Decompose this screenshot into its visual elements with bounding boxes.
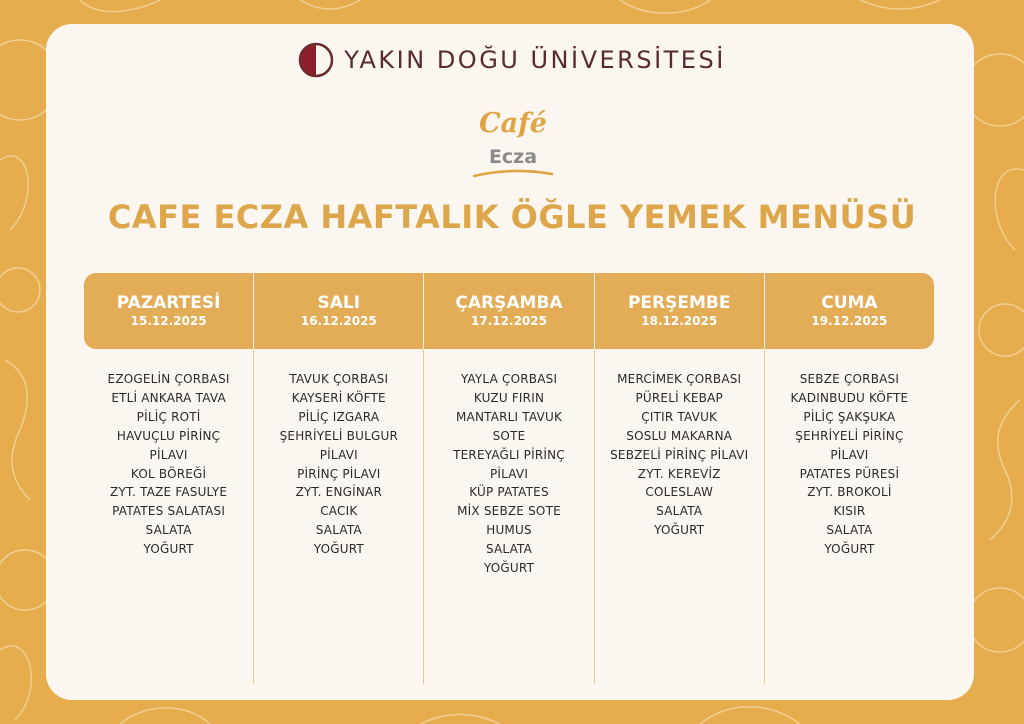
menu-item: YOĞURT [824,542,875,557]
menu-item: ZYT. ENGİNAR [295,485,382,500]
menu-item: PİLAVI [149,447,188,462]
menu-item: YAYLA ÇORBASI [460,372,558,386]
day-date: 18.12.2025 [641,314,718,328]
menu-item: KÜP PATATES [469,485,549,500]
menu-item: HAVUÇLU PİRİNÇ [116,428,221,443]
day-date: 15.12.2025 [130,314,207,328]
menu-item: KOL BÖREĞİ [130,466,207,481]
menu-column-friday [765,349,934,684]
menu-item: PİLİÇ IZGARA [298,409,380,424]
menu-item: KISIR [833,504,866,519]
day-header-wednesday [424,273,594,349]
menu-item: ÇITIR TAVUK [641,409,718,424]
menu-item: CACIK [320,504,358,519]
menu-item: ŞEHRİYELİ PİRİNÇ [795,428,904,443]
menu-item: EZOGELİN ÇORBASI [107,372,230,386]
menu-item: ETLİ ANKARA TAVA [111,390,226,405]
day-header-monday [84,273,254,349]
menu-item: PİLAVI [319,447,358,462]
menu-item: SALATA [145,523,192,538]
menu-item: SEBZE ÇORBASI [799,372,900,386]
menu-item: SALATA [485,542,533,557]
menu-column-monday [84,349,254,684]
menu-item: PİLİÇ ŞAKŞUKA [803,409,896,424]
swoosh-icon [472,166,554,180]
menu-item: MERCİMEK ÇORBASI [617,372,742,386]
day-date: 19.12.2025 [811,314,888,328]
menu-item: SOTE [492,428,526,443]
university-name: YAKIN DOĞU ÜNİVERSİTESİ [344,46,726,74]
menu-item: HUMUS [486,523,532,538]
menu-item: PİRİNÇ PİLAVI [297,466,381,481]
menu-item: PİLAVI [489,466,529,481]
day-name: PAZARTESİ [116,293,221,313]
menu-column-wednesday [424,349,594,684]
menu-item: ZYT. TAZE FASULYE [110,485,228,500]
menu-item: KUZU FIRIN [473,390,545,405]
menu-column-thursday [595,349,765,684]
menu-item: PATATES PÜRESİ [799,466,900,481]
day-name: ÇARŞAMBA [455,293,563,313]
day-date: 16.12.2025 [300,314,377,328]
menu-item: ŞEHRİYELİ BULGUR [279,428,398,443]
university-logo-icon [298,42,334,78]
menu-item: ZYT. BROKOLİ [807,485,892,500]
university-header [0,42,1024,78]
menu-item: YOĞURT [313,542,364,557]
day-name: CUMA [821,293,878,313]
menu-item: SALATA [315,523,362,538]
cafe-logo-text: Café [479,108,547,139]
ecza-logo-text: Ecza [488,146,538,168]
menu-item: KAYSERİ KÖFTE [291,390,386,405]
menu-columns [84,349,934,684]
menu-item: PİLAVI [830,447,869,462]
menu-item: ZYT. KEREVİZ [637,466,721,481]
menu-item: KADINBUDU KÖFTE [790,390,909,405]
menu-item: COLESLAW [645,485,714,500]
menu-item: SALATA [656,504,703,519]
menu-item: PATATES SALATASI [112,504,226,519]
day-name: PERŞEMBE [627,293,731,313]
menu-item: PİLİÇ ROTİ [136,409,201,424]
day-header-thursday [595,273,765,349]
menu-item: YOĞURT [654,523,705,538]
day-header-friday [765,273,934,349]
menu-item: SEBZELİ PİRİNÇ PİLAVI [610,447,749,462]
menu-column-tuesday [254,349,424,684]
days-header-bar [84,273,934,349]
menu-item: SALATA [826,523,873,538]
menu-item: MANTARLI TAVUK [455,409,563,424]
day-date: 17.12.2025 [471,314,547,328]
day-name: SALI [317,293,361,313]
menu-item: TEREYAĞLI PİRİNÇ [453,447,565,462]
day-header-tuesday [254,273,424,349]
menu-item: TAVUK ÇORBASI [289,372,389,386]
menu-item: SOSLU MAKARNA [626,428,733,443]
menu-item: PÜRELİ KEBAP [635,390,723,405]
cafe-ecza-logo [472,108,554,178]
page-title: CAFE ECZA HAFTALIK ÖĞLE YEMEK MENÜSÜ [107,198,917,236]
menu-item: YOĞURT [483,561,535,576]
menu-item: YOĞURT [143,542,194,557]
menu-item: MİX SEBZE SOTE [457,504,561,519]
